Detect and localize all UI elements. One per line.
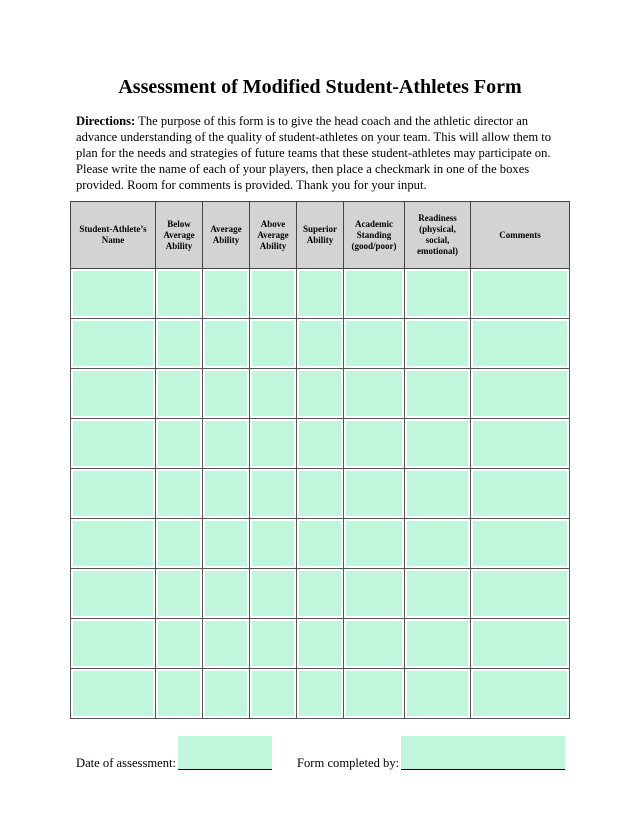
table-cell <box>250 369 297 419</box>
average-field[interactable] <box>205 371 247 416</box>
name-field[interactable] <box>73 471 153 516</box>
average-field[interactable] <box>205 521 247 566</box>
table-cell <box>405 369 471 419</box>
table-cell <box>250 269 297 319</box>
col-header-below-average: Below Average Ability <box>156 202 203 269</box>
academic-standing-field[interactable] <box>346 371 402 416</box>
comments-field[interactable] <box>473 671 567 716</box>
readiness-field[interactable] <box>407 321 468 366</box>
table-cell <box>71 319 156 369</box>
table-cell <box>250 419 297 469</box>
above-average-field[interactable] <box>252 271 294 316</box>
comments-field[interactable] <box>473 521 567 566</box>
readiness-field[interactable] <box>407 671 468 716</box>
table-cell <box>405 569 471 619</box>
table-cell <box>250 669 297 719</box>
above-average-field[interactable] <box>252 321 294 366</box>
table-cell <box>344 419 405 469</box>
table-cell <box>203 269 250 319</box>
table-cell <box>203 519 250 569</box>
table-cell <box>297 269 344 319</box>
table-cell <box>156 669 203 719</box>
table-cell <box>156 469 203 519</box>
above-average-field[interactable] <box>252 471 294 516</box>
table-row <box>71 619 570 669</box>
above-average-field[interactable] <box>252 621 294 666</box>
name-field[interactable] <box>73 271 153 316</box>
table-cell <box>471 419 570 469</box>
table-cell <box>405 319 471 369</box>
above-average-field[interactable] <box>252 421 294 466</box>
readiness-field[interactable] <box>407 571 468 616</box>
table-cell <box>471 469 570 519</box>
name-field[interactable] <box>73 671 153 716</box>
superior-field[interactable] <box>299 471 341 516</box>
academic-standing-field[interactable] <box>346 571 402 616</box>
table-cell <box>344 569 405 619</box>
superior-field[interactable] <box>299 371 341 416</box>
academic-standing-field[interactable] <box>346 321 402 366</box>
below-average-field[interactable] <box>158 671 200 716</box>
average-field[interactable] <box>205 471 247 516</box>
table-cell <box>297 419 344 469</box>
table-cell <box>203 619 250 669</box>
table-cell <box>250 519 297 569</box>
table-cell <box>250 619 297 669</box>
above-average-field[interactable] <box>252 571 294 616</box>
table-cell <box>71 619 156 669</box>
comments-field[interactable] <box>473 371 567 416</box>
table-cell <box>156 319 203 369</box>
readiness-field[interactable] <box>407 421 468 466</box>
below-average-field[interactable] <box>158 421 200 466</box>
completed-by-field[interactable] <box>401 736 565 770</box>
table-cell <box>156 569 203 619</box>
table-cell <box>405 619 471 669</box>
superior-field[interactable] <box>299 421 341 466</box>
average-field[interactable] <box>205 271 247 316</box>
table-cell <box>71 519 156 569</box>
table-row <box>71 319 570 369</box>
table-cell <box>297 619 344 669</box>
form-title: Assessment of Modified Student-Athletes Form <box>118 76 522 98</box>
table-cell <box>297 519 344 569</box>
above-average-field[interactable] <box>252 671 294 716</box>
date-field[interactable] <box>178 736 272 770</box>
readiness-field[interactable] <box>407 471 468 516</box>
below-average-field[interactable] <box>158 621 200 666</box>
col-header-name: Student-Athlete’s Name <box>71 202 156 269</box>
table-cell <box>344 269 405 319</box>
average-field[interactable] <box>205 671 247 716</box>
comments-field[interactable] <box>473 271 567 316</box>
table-row <box>71 519 570 569</box>
below-average-field[interactable] <box>158 371 200 416</box>
table-cell <box>471 669 570 719</box>
table-cell <box>405 469 471 519</box>
table-cell <box>471 519 570 569</box>
table-cell <box>250 319 297 369</box>
form-footer <box>0 736 640 776</box>
comments-field[interactable] <box>473 321 567 366</box>
table-cell <box>250 469 297 519</box>
name-field[interactable] <box>73 371 153 416</box>
table-body <box>71 269 570 719</box>
col-header-academic-standing: Academic Standing (good/poor) <box>344 202 405 269</box>
table-cell <box>297 319 344 369</box>
table-cell <box>156 419 203 469</box>
table-cell <box>344 619 405 669</box>
table-cell <box>71 469 156 519</box>
academic-standing-field[interactable] <box>346 421 402 466</box>
below-average-field[interactable] <box>158 321 200 366</box>
above-average-field[interactable] <box>252 371 294 416</box>
average-field[interactable] <box>205 571 247 616</box>
academic-standing-field[interactable] <box>346 671 402 716</box>
col-header-superior: Superior Ability <box>297 202 344 269</box>
academic-standing-field[interactable] <box>346 621 402 666</box>
academic-standing-field[interactable] <box>346 271 402 316</box>
directions-paragraph <box>76 113 562 193</box>
below-average-field[interactable] <box>158 471 200 516</box>
average-field[interactable] <box>205 421 247 466</box>
readiness-field[interactable] <box>407 621 468 666</box>
name-field[interactable] <box>73 321 153 366</box>
academic-standing-field[interactable] <box>346 471 402 516</box>
col-header-average: Average Ability <box>203 202 250 269</box>
name-field[interactable] <box>73 521 153 566</box>
table-cell <box>344 469 405 519</box>
directions-text: The purpose of this form is to give the head coach and the athletic director an advance understanding of the quality of student-athletes on your team. This will allow them to plan for the needs and strategies of future teams that these student-athletes may participate on. Please write the name of each of your players, then place a checkmark in one of the boxes provided. Room for comments is provided. Thank you for your input. <box>76 114 552 192</box>
table-cell <box>203 669 250 719</box>
table-cell <box>297 469 344 519</box>
table-cell <box>203 469 250 519</box>
table-cell <box>156 519 203 569</box>
table-row <box>71 419 570 469</box>
superior-field[interactable] <box>299 271 341 316</box>
table-cell <box>203 319 250 369</box>
comments-field[interactable] <box>473 571 567 616</box>
assessment-table <box>70 201 570 719</box>
name-field[interactable] <box>73 621 153 666</box>
table-cell <box>405 519 471 569</box>
col-header-comments: Comments <box>471 202 570 269</box>
table-cell <box>203 419 250 469</box>
table-cell <box>405 669 471 719</box>
table-cell <box>344 669 405 719</box>
superior-field[interactable] <box>299 521 341 566</box>
col-header-readiness: Readiness (physical, social, emotional) <box>405 202 471 269</box>
table-cell <box>344 319 405 369</box>
table-cell <box>71 669 156 719</box>
table-row <box>71 569 570 619</box>
below-average-field[interactable] <box>158 571 200 616</box>
comments-field[interactable] <box>473 621 567 666</box>
readiness-field[interactable] <box>407 521 468 566</box>
average-field[interactable] <box>205 621 247 666</box>
table-cell <box>471 369 570 419</box>
below-average-field[interactable] <box>158 521 200 566</box>
table-cell <box>71 369 156 419</box>
completed-by-label: Form completed by: <box>297 756 400 770</box>
average-field[interactable] <box>205 321 247 366</box>
table-cell <box>156 619 203 669</box>
readiness-field[interactable] <box>407 271 468 316</box>
table-cell <box>344 519 405 569</box>
comments-field[interactable] <box>473 421 567 466</box>
table-row <box>71 369 570 419</box>
table-cell <box>203 369 250 419</box>
directions-label: Directions: <box>76 114 136 128</box>
below-average-field[interactable] <box>158 271 200 316</box>
table-cell <box>250 569 297 619</box>
table-cell <box>71 269 156 319</box>
table-cell <box>297 569 344 619</box>
table-cell <box>405 419 471 469</box>
table-cell <box>471 569 570 619</box>
superior-field[interactable] <box>299 321 341 366</box>
above-average-field[interactable] <box>252 521 294 566</box>
superior-field[interactable] <box>299 571 341 616</box>
table-cell <box>156 269 203 319</box>
table-cell <box>471 269 570 319</box>
table-row <box>71 669 570 719</box>
superior-field[interactable] <box>299 621 341 666</box>
table-cell <box>297 369 344 419</box>
table-cell <box>471 319 570 369</box>
table-cell <box>203 569 250 619</box>
academic-standing-field[interactable] <box>346 521 402 566</box>
table-cell <box>471 619 570 669</box>
readiness-field[interactable] <box>407 371 468 416</box>
superior-field[interactable] <box>299 671 341 716</box>
date-label: Date of assessment: <box>76 756 177 770</box>
table-cell <box>297 669 344 719</box>
table-cell <box>71 569 156 619</box>
table-row <box>71 269 570 319</box>
table-cell <box>71 419 156 469</box>
table-header-row <box>71 202 570 269</box>
table-cell <box>405 269 471 319</box>
table-cell <box>344 369 405 419</box>
col-header-above-average: Above Average Ability <box>250 202 297 269</box>
table-row <box>71 469 570 519</box>
comments-field[interactable] <box>473 471 567 516</box>
name-field[interactable] <box>73 571 153 616</box>
table-cell <box>156 369 203 419</box>
name-field[interactable] <box>73 421 153 466</box>
